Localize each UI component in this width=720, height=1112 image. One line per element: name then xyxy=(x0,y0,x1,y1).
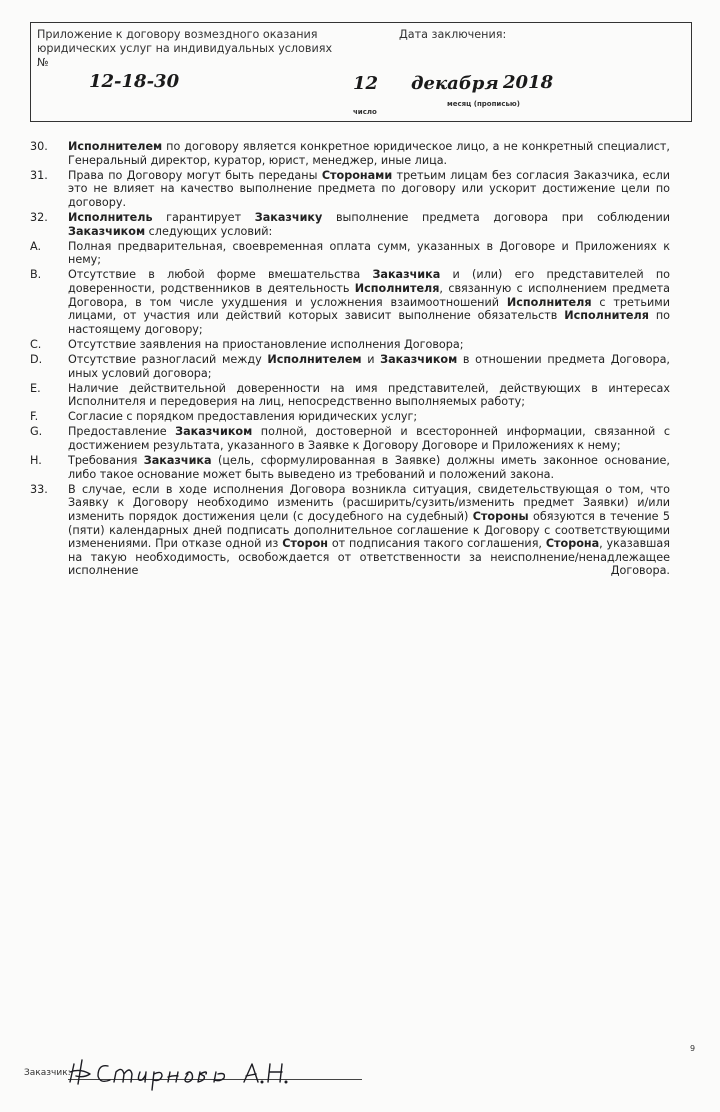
handwritten-signature xyxy=(68,1052,368,1096)
clause-number: 33. xyxy=(30,482,48,496)
date-label: Дата заключения: xyxy=(399,28,507,41)
clause-text: Наличие действительной доверенности на имя представителей, действующих в интересах Исполнителя и передоверия на лиц, непосредственно выполняемых работу; xyxy=(68,381,670,409)
condition-a xyxy=(30,240,670,267)
customer-label: Заказчик: xyxy=(24,1068,71,1078)
clause-text: Предоставление Заказчиком полной, достоверной и всесторонней информации, связанной с достижением результата, указанного в Заявке к Договору Договоре и Приложениях к нему; xyxy=(68,425,670,452)
clause-text: В случае, если в ходе исполнения Договора возникла ситуация, свидетельствующая о том, что Заявку к Договору необходимо изменить (расширить/сузить/изменить предмет Заявки) и/или изменить порядок достижения цели (с досудебного на судебный) Стороны обязуются в течение 5 (пяти) календарных дней подписать дополнительное соглашение к Договору с соответствующими изменениями. При отказе одной из Сторон от подписания такого соглашения, Сторона, указавшая на такую необходимость, освобождается от ответственности за неисполнение/ненадлежащее исполнение Договора. xyxy=(68,482,670,578)
clause-number: E. xyxy=(30,381,41,395)
appendix-title: Приложение к договору возмездного оказания юридических услуг на индивидуальных условиях xyxy=(37,28,333,55)
condition-g xyxy=(30,425,670,452)
contract-body xyxy=(30,140,670,579)
condition-h xyxy=(30,454,670,481)
clause-number: D. xyxy=(30,352,43,366)
clause-31 xyxy=(30,169,670,210)
clause-32 xyxy=(30,211,670,238)
condition-f xyxy=(30,410,670,424)
appendix-header-box xyxy=(30,22,692,122)
customer-signature-block xyxy=(24,1058,364,1098)
date-day: 12 xyxy=(353,73,379,94)
clause-number: A. xyxy=(30,239,42,253)
appendix-number: 12-18-30 xyxy=(89,71,180,92)
condition-e xyxy=(30,382,670,409)
clause-text: Исполнитель гарантирует Заказчику выполнение предмета договора при соблюдении Заказчиком следующих условий: xyxy=(68,210,671,238)
clause-number: F. xyxy=(30,410,39,424)
page-number: 9 xyxy=(690,1044,696,1053)
date-month: декабря xyxy=(411,73,499,94)
condition-b xyxy=(30,268,670,336)
clause-text: Требования Заказчика (цель, сформулированная в Заявке) должны иметь законное основание, либо такое основание может быть выведено из требований и положений закона. xyxy=(68,454,670,481)
clause-number: H. xyxy=(30,454,42,468)
clause-number: 32. xyxy=(30,210,48,224)
clause-number: B. xyxy=(30,268,42,282)
clause-text: Полная предварительная, своевременная оплата сумм, указанных в Договоре и Приложениях к нему; xyxy=(68,239,670,267)
clause-number: 30. xyxy=(30,140,48,153)
month-caption: месяц (прописью) xyxy=(447,100,520,108)
clause-number: C. xyxy=(30,337,42,351)
clause-33 xyxy=(30,483,670,578)
clause-text: Отсутствие разногласий между Исполнителем и Заказчиком в отношении предмета Договора, иных условий договора; xyxy=(68,352,670,380)
clause-text: Права по Договору могут быть переданы Сторонами третьим лицам без согласия Заказчика, если это не влияет на качество выполнение предмета по договору или ускорит достижение цели по договору. xyxy=(68,168,670,209)
clause-text: Отсутствие в любой форме вмешательства Заказчика и (или) его представителей по доверенности, родственников в деятельность Исполнителя, связанную с исполнением предмета Договора, в том числе ухудшения и усложнения взаимоотношений Исполнителя с третьими лицами, от участия или действий которых зависит выполнение обязательств Исполнителя по настоящему договору; xyxy=(68,268,671,336)
clause-text: Исполнителем по договору является конкретное юридическое лицо, а не конкретный специалист, Генеральный директор, куратор, юрист, менеджер, иные лица. xyxy=(68,140,670,167)
condition-c xyxy=(30,338,670,352)
date-year: 2018 xyxy=(503,72,554,93)
day-caption: число xyxy=(353,108,377,116)
number-sign: № xyxy=(37,56,49,69)
condition-d xyxy=(30,353,670,380)
clause-text: Согласие с порядком предоставления юридических услуг; xyxy=(68,410,418,424)
clause-number: G. xyxy=(30,425,43,439)
clause-number: 31. xyxy=(30,168,48,182)
clause-30 xyxy=(30,140,670,167)
clause-text: Отсутствие заявления на приостановление исполнения Договора; xyxy=(68,337,464,351)
